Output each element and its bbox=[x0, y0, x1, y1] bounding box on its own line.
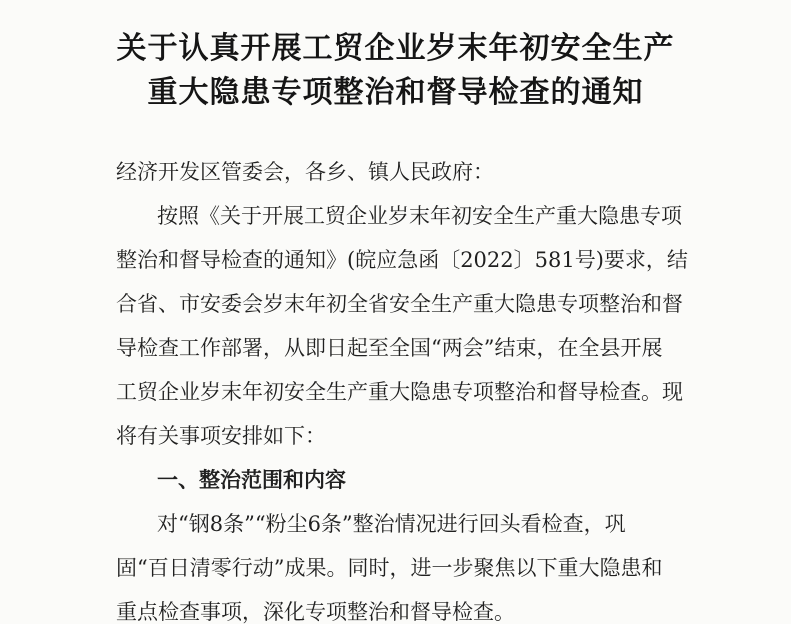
section-line: 对“钢8条”“粉尘6条”整治情况进行回头看检查，巩 bbox=[157, 512, 626, 536]
paragraph-line: 合省、市安委会岁末年初全省安全生产重大隐患专项整治和督 bbox=[116, 292, 683, 316]
paragraph-line: 按照《关于开展工贸企业岁末年初安全生产重大隐患专项 bbox=[157, 204, 682, 228]
salutation: 经济开发区管委会，各乡、镇人民政府： bbox=[116, 160, 494, 184]
document-title-line-1: 关于认真开展工贸企业岁末年初安全生产 bbox=[116, 31, 675, 66]
paragraph-line: 整治和督导检查的通知》(皖应急函〔2022〕581号)要求，结 bbox=[116, 248, 688, 272]
paragraph-line: 工贸企业岁末年初安全生产重大隐患专项整治和督导检查。现 bbox=[116, 380, 683, 404]
document-title-line-2: 重大隐患专项整治和督导检查的通知 bbox=[147, 75, 644, 110]
section-line: 固“百日清零行动”成果。同时，进一步聚焦以下重大隐患和 bbox=[116, 556, 663, 580]
section-line: 重点检查事项，深化专项整治和督导检查。 bbox=[116, 600, 515, 624]
section-heading: 一、整治范围和内容 bbox=[157, 467, 346, 492]
paragraph-line: 导检查工作部署，从即日起至全国“两会”结束，在全县开展 bbox=[116, 336, 663, 360]
paragraph-line: 将有关事项安排如下： bbox=[116, 424, 326, 448]
